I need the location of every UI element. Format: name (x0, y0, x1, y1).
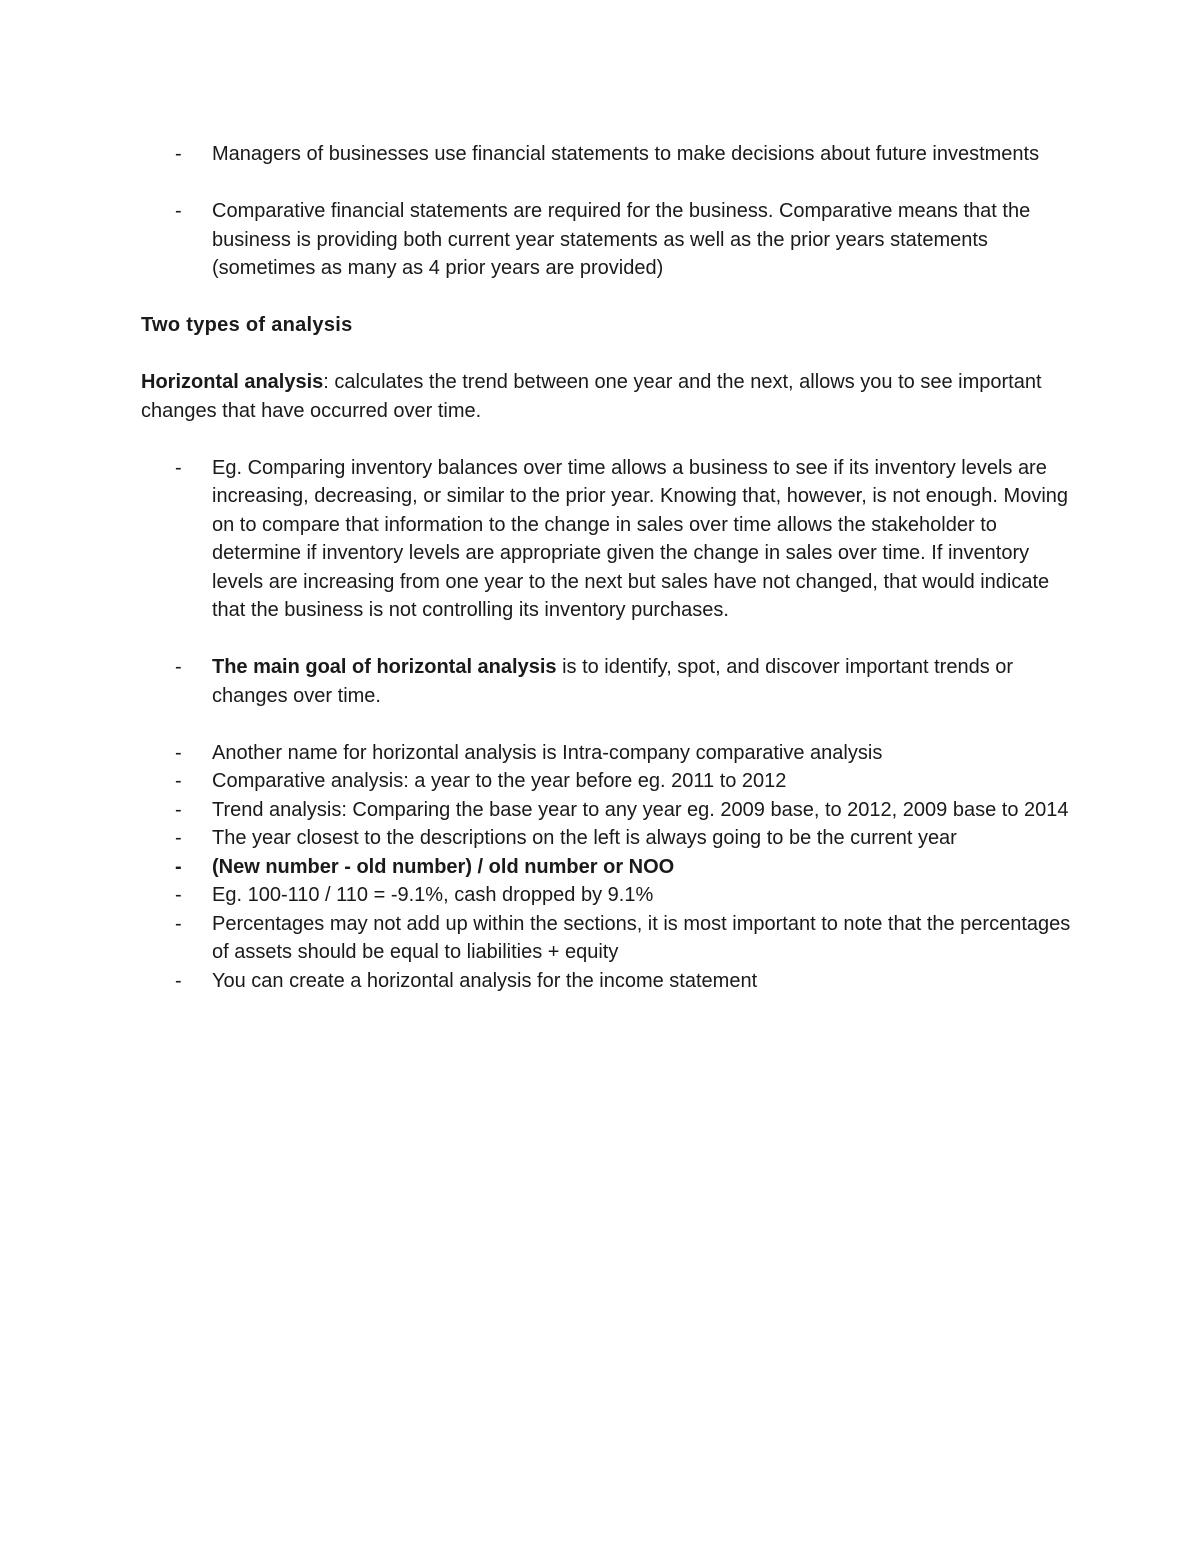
bullet-dash: - (175, 969, 182, 992)
bullet-dash: - (175, 143, 182, 165)
goal-text: is to identify, spot, and discover important trends or changes over time. (212, 656, 1014, 707)
bullet-dash: - (175, 770, 182, 792)
bullet-dash: - (175, 798, 182, 821)
bullet-text: Eg. 100-110 / 110 = -9.1%, cash dropped by 9.1% (212, 884, 654, 906)
bullet-text: Percentages may not add up within the sections, it is most important to note that the percentages of assets should be equal to liabilities + equity (212, 912, 1071, 963)
bullet-dash: - (175, 912, 182, 935)
list-item (141, 967, 1071, 996)
bullet-text: Another name for horizontal analysis is Intra-company comparative analysis (212, 741, 883, 764)
list-item (141, 910, 1071, 967)
term-bold: Horizontal analysis (141, 371, 324, 393)
bullet-dash: - (175, 827, 182, 849)
formula-text: (New number - old number) / old number or NOO (212, 855, 675, 878)
document-body (141, 140, 1071, 995)
horizontal-analysis-definition (141, 368, 1071, 425)
list-item (141, 454, 1071, 625)
list-item (141, 881, 1071, 910)
bullet-dash: - (175, 456, 182, 479)
list-item (141, 767, 1071, 796)
list-item (141, 197, 1071, 283)
bullet-dash: - (175, 855, 182, 878)
bullet-text: Comparative analysis: a year to the year before eg. 2011 to 2012 (212, 770, 787, 792)
bullet-text: Managers of businesses use financial statements to make decisions about future investments (212, 143, 1040, 165)
list-item (141, 140, 1071, 169)
bullet-text: Trend analysis: Comparing the base year to any year eg. 2009 base, to 2012, 2009 base to 2014 (212, 798, 1069, 821)
list-item (141, 653, 1071, 710)
goal-bold: The main goal of horizontal analysis (212, 656, 557, 678)
bullet-text: You can create a horizontal analysis for the income statement (212, 969, 758, 992)
bullet-text: Comparative financial statements are required for the business. Comparative means that the business is providing both current year statements as well as the prior years statements (sometimes as many as 4 prior years are provided) (212, 200, 1031, 279)
bullet-dash: - (175, 200, 182, 222)
bullet-text: Eg. Comparing inventory balances over time allows a business to see if its inventory levels are increasing, decreasing, or similar to the prior year. Knowing that, however, is not enough. Moving on to compare that information to the change in sales over time allows the stakeholder to determine if inventory levels are appropriate given the change in sales over time. If inventory levels are increasing from one year to the next but sales have not changed, that would indicate that the business is not controlling its inventory purchases. (212, 456, 1069, 621)
list-item (141, 739, 1071, 768)
bullet-dash: - (175, 656, 182, 678)
definition-text: : calculates the trend between one year and the next, allows you to see important changes that have occurred over time. (141, 371, 1042, 422)
bullet-dash: - (175, 741, 182, 764)
bullet-dash: - (175, 884, 182, 906)
bullet-text: The year closest to the descriptions on the left is always going to be the current year (212, 827, 957, 849)
list-item-formula (141, 853, 1071, 882)
list-item (141, 796, 1071, 825)
list-item (141, 824, 1071, 853)
section-heading: Two types of analysis (141, 314, 353, 336)
